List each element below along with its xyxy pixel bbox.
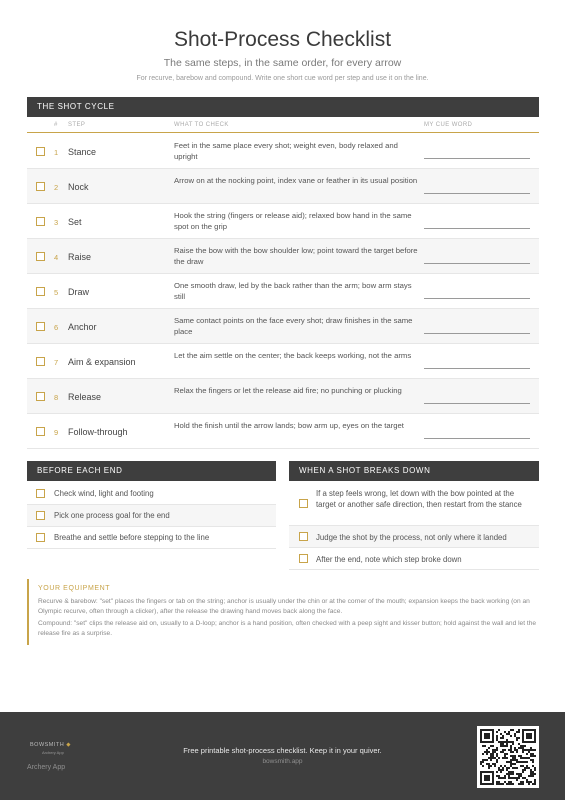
table-row (27, 309, 539, 344)
cue-word-line[interactable] (424, 228, 530, 229)
step-number: 8 (54, 393, 59, 402)
cue-word-line[interactable] (424, 438, 530, 439)
cue-word-line[interactable] (424, 403, 530, 404)
step-description: Let the aim settle on the center; the back keeps working, not the arms (174, 351, 412, 360)
footer-app-label: Archery App (27, 764, 66, 771)
step-number: 4 (54, 253, 59, 262)
checkbox[interactable] (36, 287, 45, 296)
step-description: Raise the bow with the bow shoulder low; point toward the target before the draw (174, 246, 418, 266)
step-name: Raise (68, 252, 92, 262)
step-name: Aim & expansion (68, 357, 136, 367)
step-number: 7 (54, 358, 59, 367)
step-description: Relax the fingers or let the release aid fire; no punching or plucking (174, 386, 402, 395)
checklist-item[interactable]: Breathe and settle before stepping to the line (27, 527, 276, 549)
checklist-item[interactable]: Check wind, light and footing (27, 483, 276, 505)
step-name: Draw (68, 287, 90, 297)
step-name: Follow-through (68, 427, 128, 437)
step-number: 3 (54, 218, 59, 227)
page-intro: For recurve, barebow and compound. Write one short cue word per step and use it on the line. (136, 75, 429, 82)
column-header-what: WHAT TO CHECK (174, 122, 229, 128)
step-name: Set (68, 217, 82, 227)
checkbox[interactable] (299, 554, 308, 563)
checkbox[interactable] (299, 532, 308, 541)
step-number: 9 (54, 428, 59, 437)
step-description: Arrow on at the nocking point, index vane or feather in its usual position (174, 176, 418, 185)
table-row (27, 239, 539, 274)
step-number: 1 (54, 148, 59, 157)
page-title: Shot-Process Checklist (173, 28, 392, 51)
step-description: Hold the finish until the arrow lands; bow arm up, eyes on the target (174, 421, 404, 430)
column-header-cue: MY CUE WORD (424, 122, 473, 128)
checkbox[interactable] (36, 182, 45, 191)
before-each-end-header: BEFORE EACH END (27, 461, 276, 481)
table-row (27, 204, 539, 239)
footer-text: Free printable shot-process checklist. Keep it in your quiver. (183, 746, 382, 755)
step-number: 6 (54, 323, 59, 332)
step-number: 5 (54, 288, 59, 297)
step-description: Same contact points on the face every shot; draw finishes in the same place (174, 316, 413, 336)
column-header-step: STEP (68, 122, 86, 128)
qr-code (477, 726, 539, 788)
equipment-recurve: Recurve & barebow: "set" places the fingers or tab on the string; anchor is usually under the chin or at the corner of the mouth; expansion keeps the back working (on an Olympic recurve, often through a clicker), after the release the drawing hand moves back along the face. (38, 598, 530, 615)
checkbox[interactable] (36, 392, 45, 401)
cue-word-line[interactable] (424, 193, 530, 194)
shot-cycle-header: THE SHOT CYCLE (27, 97, 539, 117)
checkbox[interactable] (36, 147, 45, 156)
checkbox[interactable] (36, 427, 45, 436)
brand-logo: BOWSMITH ◆ Archery App (30, 742, 72, 755)
footer-url[interactable]: bowsmith.app (262, 758, 303, 765)
checkbox[interactable] (36, 252, 45, 261)
column-header-num: # (54, 122, 58, 128)
cue-word-line[interactable] (424, 158, 530, 159)
checkbox[interactable] (36, 489, 45, 498)
table-row (27, 344, 539, 379)
equipment-title: YOUR EQUIPMENT (38, 585, 111, 592)
checkbox[interactable] (36, 533, 45, 542)
step-description: Feet in the same place every shot; weight even, body relaxed and upright (174, 141, 398, 161)
page-subtitle: The same steps, in the same order, for every arrow (163, 57, 402, 69)
checklist-item[interactable]: Judge the shot by the process, not only where it landed (289, 526, 539, 548)
cue-word-line[interactable] (424, 263, 530, 264)
step-number: 2 (54, 183, 59, 192)
step-name: Anchor (68, 322, 97, 332)
cue-word-line[interactable] (424, 333, 530, 334)
checkbox[interactable] (36, 322, 45, 331)
checklist-item[interactable]: Pick one process goal for the end (27, 505, 276, 527)
shot-cycle-column-headers (27, 120, 539, 133)
checkbox[interactable] (299, 499, 308, 508)
table-row (27, 169, 539, 204)
shot-breaks-header: WHEN A SHOT BREAKS DOWN (289, 461, 539, 481)
table-row (27, 274, 539, 309)
equipment-compound: Compound: "set" clips the release aid on, usually to a D-loop; anchor is a hand position, often checked with a peep sight and kisser button; hold against the wall and let the release fire as a surprise. (38, 620, 537, 637)
step-description: One smooth draw, led by the back rather than the arm; bow arm stays still (174, 281, 412, 301)
checkbox[interactable] (36, 511, 45, 520)
checklist-item[interactable]: After the end, note which step broke down (289, 548, 539, 570)
table-row (27, 414, 539, 449)
equipment-note (27, 579, 542, 645)
table-row (27, 134, 539, 169)
cue-word-line[interactable] (424, 298, 530, 299)
cue-word-line[interactable] (424, 368, 530, 369)
checkbox[interactable] (36, 217, 45, 226)
table-row (27, 379, 539, 414)
footer (0, 712, 565, 800)
step-description: Hook the string (fingers or release aid); relaxed bow hand in the same spot on the grip (174, 211, 412, 231)
step-name: Nock (68, 182, 89, 192)
checklist-item[interactable]: If a step feels wrong, let down with the bow pointed at the target or another safe direction, then restart from the stance (289, 483, 539, 526)
step-name: Stance (68, 147, 97, 157)
checkbox[interactable] (36, 357, 45, 366)
step-name: Release (68, 392, 102, 402)
